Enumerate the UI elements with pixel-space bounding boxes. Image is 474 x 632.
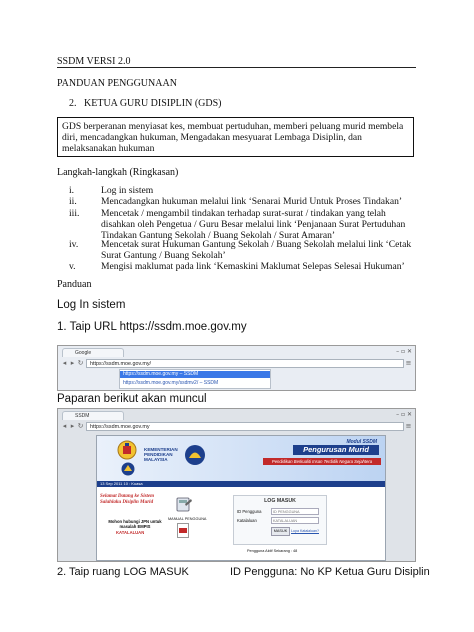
header-divider	[57, 67, 416, 68]
suggestion-2[interactable]: https://ssdm.moe.gov.my/ssdmv2/ – SSDM	[123, 380, 219, 386]
address-bar[interactable]: https://ssdm.moe.gov.my	[86, 422, 404, 431]
reload-icon[interactable]: ↻	[77, 422, 84, 430]
coat-of-arms-logo	[117, 440, 137, 460]
mohon-text: Mohon hubungi JPN untuk masalah EMPIS	[108, 519, 162, 529]
forward-icon[interactable]: ▸	[70, 422, 75, 430]
step2-right: ID Pengguna: No KP Ketua Guru Disiplin	[230, 566, 430, 578]
intro-box	[57, 117, 414, 157]
browser-screenshot-1	[57, 345, 416, 391]
suggestion-1[interactable]: https://ssdm.moe.gov.my – SSDM	[120, 371, 270, 378]
browser-tab[interactable]: Google	[62, 348, 124, 357]
back-icon[interactable]: ◂	[62, 422, 67, 430]
banner-tagline: Pendidikan Berkualiti Insan Terdidik Negara Sejahtera	[263, 458, 381, 465]
ministry-name: KEMENTERIAN PENDIDIKAN MALAYSIA	[144, 447, 178, 462]
address-bar[interactable]: https://ssdm.moe.gov.my/	[86, 359, 404, 368]
step-text: Mencetak surat Hukuman Gantung Sekolah / Buang Sekolah melalui link ‘Cetak Surat Gantung / Buang Sekolah’	[101, 239, 412, 261]
login-title: LOG MASUK	[264, 498, 296, 504]
welcome-text: Selamat Datang ke Sistem Salahlaku Disiplin Murid	[100, 494, 155, 505]
step-num: ii.	[69, 196, 77, 207]
moe-logo	[121, 462, 135, 476]
doc-header-title: SSDM VERSI 2.0	[57, 56, 131, 67]
reload-icon[interactable]: ↻	[77, 359, 84, 367]
ssdm-banner	[97, 436, 385, 481]
ssdm-page	[96, 435, 386, 561]
date-text: 13 Sep 2011 10 : Kuasa	[100, 481, 143, 486]
step1-text: 1. Taip URL https://ssdm.moe.gov.my	[57, 321, 247, 333]
window-controls[interactable]: – ▫ ✕	[396, 411, 412, 418]
katalaluan-link[interactable]: KATALALUAN	[116, 530, 145, 535]
step-text: Log in sistem	[101, 185, 154, 196]
online-count: Pengguna Aktif Sekarang : 48	[247, 549, 298, 553]
step-num: i.	[69, 185, 75, 196]
section-title: KETUA GURU DISIPLIN (GDS)	[84, 98, 222, 109]
step2-left: 2. Taip ruang LOG MASUK	[57, 566, 189, 578]
banner-title: Pengurusan Murid	[293, 445, 379, 455]
window-controls[interactable]: – ▫ ✕	[396, 348, 412, 355]
manual-label[interactable]: MANUAL PENGGUNA	[168, 517, 207, 521]
menu-icon[interactable]: ≡	[405, 422, 412, 430]
login-heading: Log In sistem	[57, 299, 126, 311]
browser-screenshot-2	[57, 408, 416, 562]
steps-heading: Langkah-langkah (Ringkasan)	[57, 167, 179, 178]
step-num: iii.	[69, 208, 80, 219]
id-label: ID Pengguna	[237, 509, 262, 514]
modul-label: Modul SSDM	[346, 439, 377, 445]
masuk-button[interactable]: MASUK	[271, 527, 290, 536]
panduan-label: Panduan	[57, 279, 92, 290]
step-text: Mengisi maklumat pada link ‘Kemaskini Maklumat Selepas Selesai Hukuman’	[101, 261, 405, 272]
date-strip	[97, 481, 385, 487]
login-panel	[233, 495, 327, 545]
password-field[interactable]	[271, 517, 319, 524]
menu-icon[interactable]: ≡	[405, 359, 412, 367]
pw-label: Katalaluan	[237, 518, 257, 523]
step-num: v.	[69, 261, 76, 272]
paparan-text: Paparan berikut akan muncul	[57, 393, 207, 405]
forward-icon[interactable]: ▸	[70, 359, 75, 367]
step-text: Mencetak / mengambil tindakan terhadap surat-surat / tindakan yang telah disahkan oleh Pengetua / Guru Besar melalui link ‘Penjanaan Surat Pertuduhan Tindakan Gantung Sekolah / Buang Sekolah / Surat Amaran’	[101, 208, 406, 241]
intro-text: GDS berperanan menyiasat kes, membuat pertuduhan, memberi peluang murid membela diri, mencadangkan hukuman, Mengadakan mesyuarat Lembaga Disiplin, dan melaksanakan hukuman	[62, 121, 404, 154]
step-num: iv.	[69, 239, 79, 250]
manual-book-icon[interactable]	[175, 496, 193, 512]
section-number: 2.	[69, 98, 77, 109]
panduan-heading: PANDUAN PENGGUNAAN	[57, 78, 177, 89]
url-suggestions	[119, 369, 271, 389]
step-text: Mencadangkan hukuman melalui link ‘Senarai Murid Untuk Proses Tindakan’	[101, 196, 403, 207]
back-icon[interactable]: ◂	[62, 359, 67, 367]
lupa-link[interactable]: Lupa Katalaluan?	[291, 529, 319, 533]
browser-tab[interactable]: SSDM	[62, 411, 124, 420]
id-field[interactable]	[271, 508, 319, 515]
pdf-icon[interactable]	[177, 523, 189, 538]
moe-emblem	[184, 444, 206, 466]
